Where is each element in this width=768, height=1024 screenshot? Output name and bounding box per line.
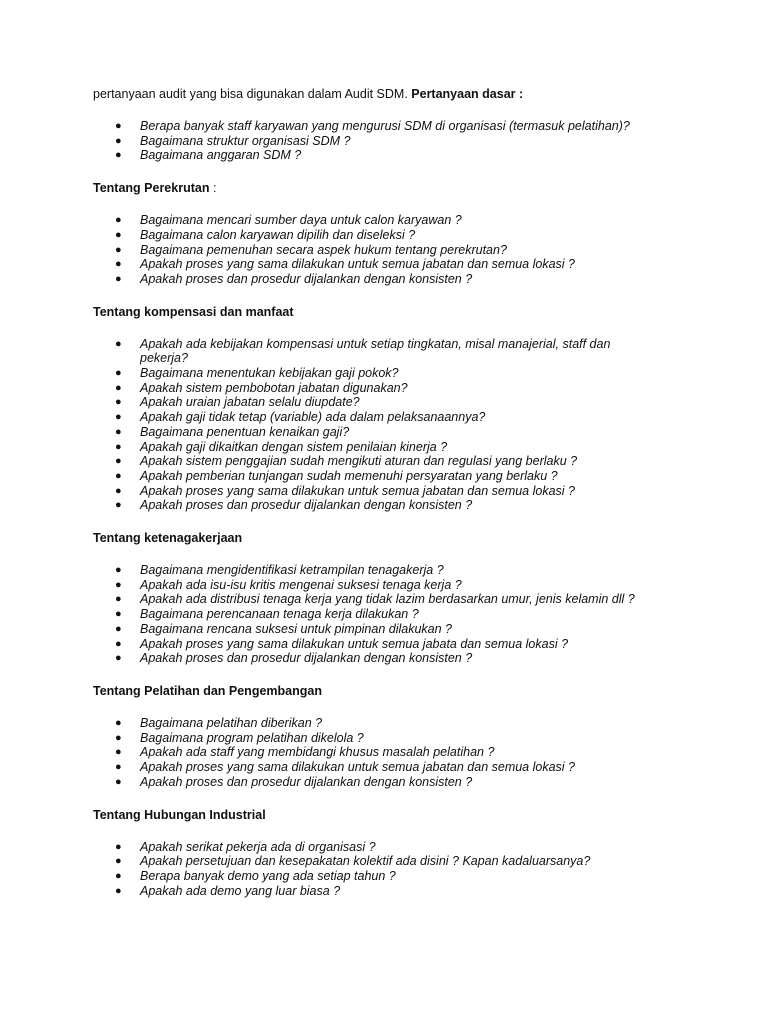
bullet-icon: ● [115,869,122,882]
bullet-icon: ● [115,608,122,621]
list-item [93,760,658,775]
bullet-icon: ● [115,484,122,497]
intro-question-list [93,119,658,163]
list-item-text: Bagaimana anggaran SDM ? [140,148,302,163]
intro-text: pertanyaan audit yang bisa digunakan dalam Audit SDM. [93,87,408,101]
list-item-text: Bagaimana perencanaan tenaga kerja dilakukan ? [140,607,419,622]
list-item [93,395,658,410]
list-item [93,731,658,746]
bullet-icon: ● [115,716,122,729]
list-item-text: Apakah sistem pembobotan jabatan digunakan? [140,380,408,395]
bullet-icon: ● [115,499,122,512]
list-item [93,637,658,652]
list-item [93,884,658,899]
section-question-list [93,337,658,513]
list-item [93,607,658,622]
section-heading [93,683,658,699]
bullet-icon: ● [115,637,122,650]
list-item-text: Apakah ada isu-isu kritis mengenai suksesi tenaga kerja ? [140,577,462,592]
list-item [93,243,658,258]
list-item [93,148,658,163]
list-item [93,484,658,499]
list-item-text: Apakah serikat pekerja ada di organisasi ? [140,839,376,854]
section-heading [93,180,658,196]
section-heading-title: Tentang Hubungan Industrial [93,807,266,822]
section-question-list [93,840,658,899]
bullet-icon: ● [115,258,122,271]
list-item [93,381,658,396]
section-heading [93,807,658,823]
list-item [93,337,658,366]
section-heading-title: Tentang Pelatihan dan Pengembangan [93,683,322,698]
list-item-text: Apakah persetujuan dan kesepakatan kolektif ada disini ? Kapan kadaluarsanya? [140,854,591,869]
list-item-text: Bagaimana program pelatihan dikelola ? [140,730,364,745]
list-item-text: Apakah proses yang sama dilakukan untuk semua jabatan dan semua lokasi ? [140,257,575,272]
bullet-icon: ● [115,425,122,438]
bullet-icon: ● [115,746,122,759]
list-item-text: Bagaimana mengidentifikasi ketrampilan tenagakerja ? [140,563,444,578]
list-item [93,840,658,855]
bullet-icon: ● [115,381,122,394]
list-item-text: Apakah proses dan prosedur dijalankan dengan konsisten ? [140,498,473,513]
bullet-icon: ● [115,564,122,577]
bullet-icon: ● [115,469,122,482]
list-item [93,745,658,760]
list-item-text: Apakah gaji tidak tetap (variable) ada dalam pelaksanaannya? [140,410,486,425]
section-heading-title: Tentang ketenagakerjaan [93,531,243,546]
list-item-text: Apakah proses dan prosedur dijalankan dengan konsisten ? [140,774,473,789]
bullet-icon: ● [115,622,122,635]
list-item-text: Bagaimana pelatihan diberikan ? [140,715,323,730]
list-item-text: Berapa banyak staff karyawan yang mengurusi SDM di organisasi (termasuk pelatihan)? [140,119,630,133]
list-item [93,257,658,272]
list-item-text: Bagaimana rencana suksesi untuk pimpinan dilakukan ? [140,621,452,636]
list-item-text: Apakah ada staff yang membidangi khusus masalah pelatihan ? [140,745,495,760]
list-item-text: Apakah ada distribusi tenaga kerja yang tidak lazim berdasarkan umur, jenis kelamin dll ? [140,592,635,607]
sections-container [93,180,658,915]
list-item [93,440,658,455]
intro-bold: Pertanyaan dasar : [411,87,524,101]
list-item [93,213,658,228]
list-item [93,425,658,440]
list-item-text: Bagaimana penentuan kenaikan gaji? [140,424,350,439]
bullet-icon: ● [115,134,122,147]
list-item [93,228,658,243]
intro-paragraph [93,86,658,102]
list-item-text: Apakah proses yang sama dilakukan untuk semua jabata dan semua lokasi ? [140,636,569,651]
list-item-text: Apakah proses dan prosedur dijalankan dengan konsisten ? [140,651,473,666]
list-item-text: Bagaimana calon karyawan dipilih dan diseleksi ? [140,227,416,242]
list-item [93,716,658,731]
bullet-icon: ● [115,440,122,453]
bullet-icon: ● [115,593,122,606]
bullet-icon: ● [115,411,122,424]
list-item-text: Apakah sistem penggajian sudah mengikuti aturan dan regulasi yang berlaku ? [140,454,578,469]
bullet-icon: ● [115,367,122,380]
list-item-text: Apakah proses dan prosedur dijalankan dengan konsisten ? [140,271,473,286]
list-item [93,498,658,513]
list-item [93,410,658,425]
list-item-text: Apakah uraian jabatan selalu diupdate? [140,395,360,410]
list-item-text: Apakah pemberian tunjangan sudah memenuhi persyaratan yang berlaku ? [140,468,558,483]
bullet-icon: ● [115,840,122,853]
bullet-icon: ● [115,337,122,350]
list-item [93,651,658,666]
bullet-icon: ● [115,272,122,285]
list-item-text: Bagaimana menentukan kebijakan gaji pokok? [140,366,399,381]
section-question-list [93,213,658,287]
list-item-text: Apakah gaji dikaitkan dengan sistem penilaian kinerja ? [140,439,448,454]
bullet-icon: ● [115,761,122,774]
bullet-icon: ● [115,855,122,868]
bullet-icon: ● [115,455,122,468]
bullet-icon: ● [115,228,122,241]
section-heading-title: Tentang Perekrutan [93,181,210,196]
list-item [93,134,658,149]
bullet-icon: ● [115,578,122,591]
list-item [93,454,658,469]
list-item [93,578,658,593]
bullet-icon: ● [115,884,122,897]
list-item [93,854,658,869]
list-item-text: Apakah ada kebijakan kompensasi untuk setiap tingkatan, misal manajerial, staff dan pekerja? [140,336,611,366]
list-item-text: Bagaimana mencari sumber daya untuk calon karyawan ? [140,213,462,228]
list-item [93,119,658,134]
list-item-text: Apakah ada demo yang luar biasa ? [140,883,341,898]
section-heading [93,304,658,320]
list-item-text: Apakah proses yang sama dilakukan untuk semua jabatan dan semua lokasi ? [140,760,575,775]
bullet-icon: ● [115,775,122,788]
bullet-icon: ● [115,243,122,256]
bullet-icon: ● [115,214,122,227]
list-item [93,775,658,790]
bullet-icon: ● [115,120,122,132]
list-item [93,272,658,287]
section-question-list [93,716,658,790]
list-item [93,469,658,484]
list-item [93,869,658,884]
list-item-text: Bagaimana pemenuhan secara aspek hukum tentang perekrutan? [140,242,507,257]
bullet-icon: ● [115,731,122,744]
list-item [93,563,658,578]
section-question-list [93,563,658,666]
list-item-text: Bagaimana struktur organisasi SDM ? [140,133,351,148]
list-item-text: Apakah proses yang sama dilakukan untuk semua jabatan dan semua lokasi ? [140,483,575,498]
list-item [93,592,658,607]
bullet-icon: ● [115,652,122,665]
section-heading [93,530,658,546]
section-heading-title: Tentang kompensasi dan manfaat [93,304,294,319]
section-heading-suffix: : [209,181,217,196]
bullet-icon: ● [115,149,122,162]
list-item [93,366,658,381]
list-item-text: Berapa banyak demo yang ada setiap tahun ? [140,868,396,883]
bullet-icon: ● [115,396,122,409]
list-item [93,622,658,637]
